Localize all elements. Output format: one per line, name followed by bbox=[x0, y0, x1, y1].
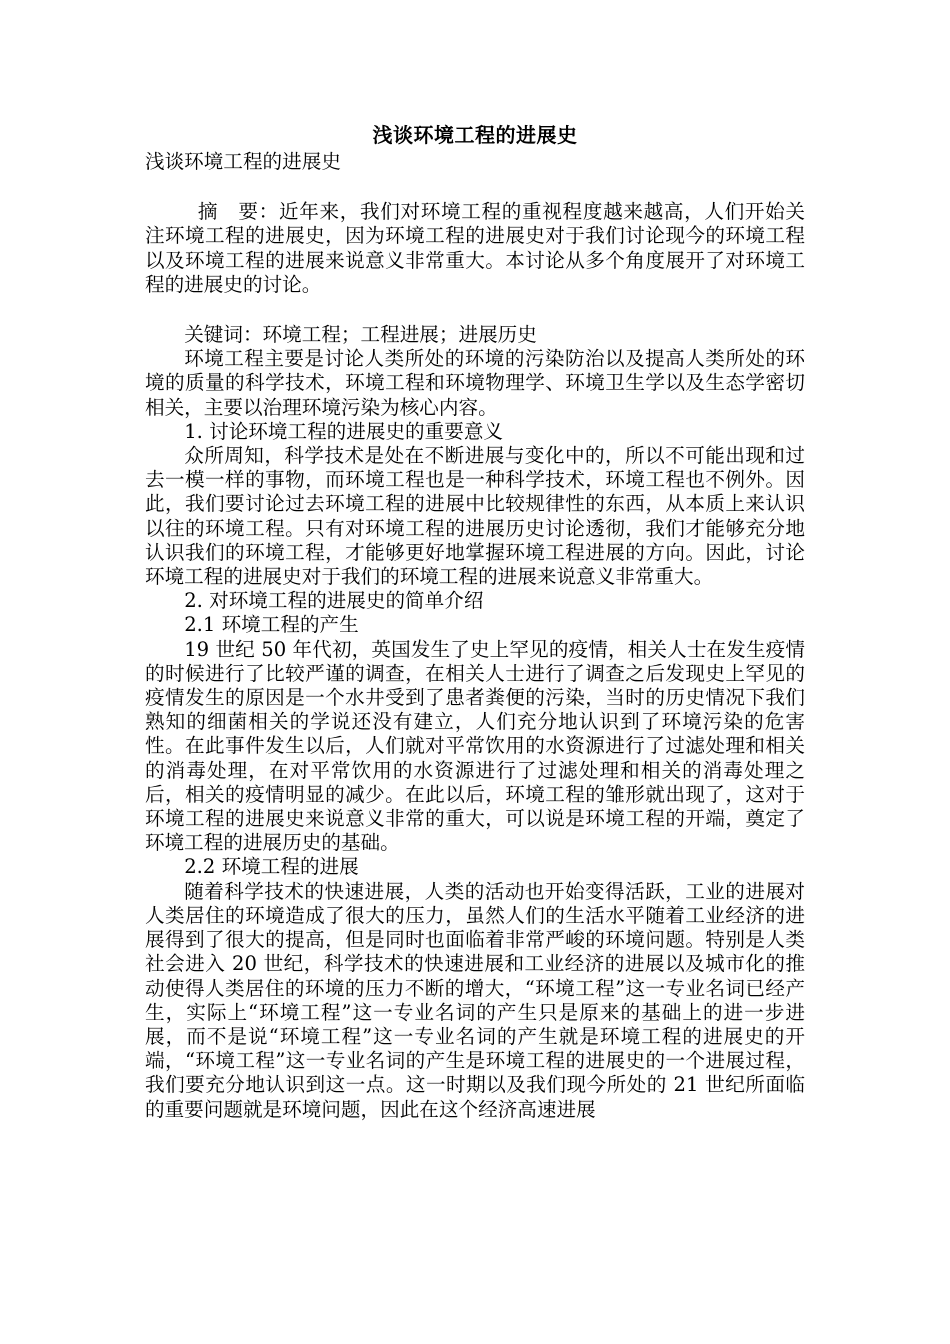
keywords-line: 关键词：环境工程；工程进展；进展历史 bbox=[184, 323, 537, 347]
document-subtitle: 浅谈环境工程的进展史 bbox=[145, 150, 341, 173]
abstract-paragraph: 摘 要：近年来，我们对环境工程的重视程度越来越高，人们开始关注环境工程的进展史，因为环境工程的进展史对于我们讨论现今的环境工程以及环境工程的进展来说意义非常重大。本讨论从多个角度展开了对环境工程的进展史的讨论。 bbox=[145, 200, 805, 296]
intro-paragraph: 环境工程主要是讨论人类所处的环境的污染防治以及提高人类所处的环境的质量的科学技术，环境工程和环境物理学、环境卫生学以及生态学密切相关，主要以治理环境污染为核心内容。 bbox=[145, 347, 805, 419]
section-1-heading: 1. 讨论环境工程的进展史的重要意义 bbox=[184, 419, 504, 443]
section-2-2-heading: 2.2 环境工程的进展 bbox=[184, 855, 359, 879]
document-title: 浅谈环境工程的进展史 bbox=[372, 123, 578, 147]
section-2-2-paragraph: 随着科学技术的快速进展，人类的活动也开始变得活跃，工业的进展对人类居住的环境造成了很大的压力，虽然人们的生活水平随着工业经济的进展得到了很大的提高，但是同时也面临着非常严峻的环境问题。特别是人类社会进入 20 世纪，科学技术的快速进展和工业经济的进展以及城市化的推动使得人类居住的环境的压力不断的增大，“环境工程”这一专业名词已经产生，实际上“环境工程”这一专业名词的产生只是原来的基础上的进一步进展，而不是说“环境工程”这一专业名词的产生就是环境工程的进展史的开端，“环境工程”这一专业名词的产生是环境工程的进展史的一个进展过程，我们要充分地认识到这一点。这一时期以及我们现今所处的 21 世纪所面临的重要问题就是环境问题，因此在这个经济高速进展 bbox=[145, 879, 805, 1121]
section-2-heading: 2. 对环境工程的进展史的简单介绍 bbox=[184, 589, 484, 613]
section-1-paragraph: 众所周知，科学技术是处在不断进展与变化中的，所以不可能出现和过去一模一样的事物，而环境工程也是一种科学技术，环境工程也不例外。因此，我们要讨论过去环境工程的进展中比较规律性的东西，从本质上来认识以往的环境工程。只有对环境工程的进展历史讨论透彻，我们才能够充分地认识我们的环境工程，才能够更好地掌握环境工程进展的方向。因此，讨论环境工程的进展史对于我们的环境工程的进展来说意义非常重大。 bbox=[145, 444, 805, 589]
spacer bbox=[145, 174, 805, 200]
document-body bbox=[145, 150, 805, 1122]
section-2-1-paragraph: 19 世纪 50 年代初，英国发生了史上罕见的疫情，相关人士在发生疫情的时候进行了比较严谨的调查，在相关人士进行了调查之后发现史上罕见的疫情发生的原因是一个水井受到了患者粪便的污染，当时的历史情况下我们熟知的细菌相关的学说还没有建立，人们充分地认识到了环境污染的危害性。在此事件发生以后，人们就对平常饮用的水资源进行了过滤处理和相关的消毒处理，在对平常饮用的水资源进行了过滤处理和相关的消毒处理之后，相关的疫情明显的减少。在此以后，环境工程的雏形就出现了，这对于环境工程的进展史来说意义非常的重大，可以说是环境工程的开端，奠定了环境工程的进展历史的基础。 bbox=[145, 637, 805, 855]
spacer bbox=[145, 297, 805, 323]
section-2-1-heading: 2.1 环境工程的产生 bbox=[184, 613, 359, 637]
